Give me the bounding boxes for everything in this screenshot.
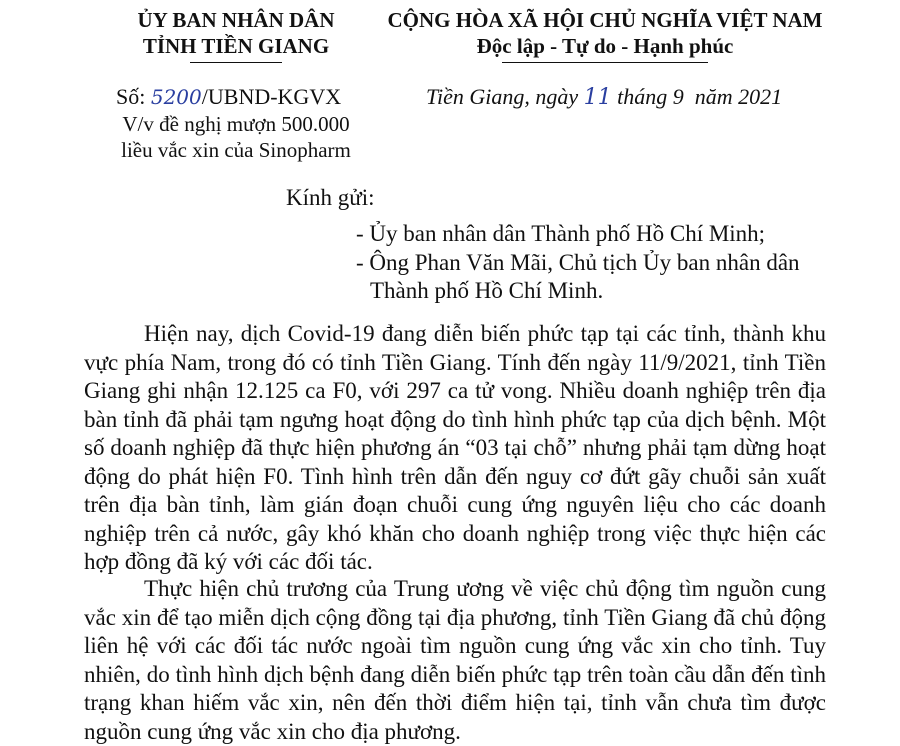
subject-line2: liều vắc xin của Sinopharm: [121, 138, 351, 162]
nation-title: CỘNG HÒA XÃ HỘI CHỦ NGHĨA VIỆT NAM: [387, 8, 823, 32]
paragraph-line: nhiên, do tình hình dịch bệnh đang diễn biến phức tạp trên toàn cầu dẫn đến tình: [84, 661, 826, 687]
document-number-prefix: Số:: [116, 84, 146, 109]
document-number-handwritten: 5200: [150, 85, 202, 109]
paragraph-line: bàn tỉnh đã phải tạm ngưng hoạt động do tình hình phức tạp của dịch bệnh. Một: [84, 406, 826, 432]
date-day-handwritten: 11: [583, 85, 612, 110]
paragraph-line: số doanh nghiệp đã thực hiện phương án “03 tại chỗ” nhưng phải tạm dừng hoạt: [84, 435, 826, 460]
subject-line1: V/v đề nghị mượn 500.000: [122, 112, 350, 136]
recipients-label: Kính gửi:: [286, 185, 375, 210]
paragraph-line: liên hệ với các đối tác nước ngoài tìm nguồn cung ứng vắc xin cho tỉnh. Tuy: [84, 633, 826, 658]
recipient-1: - Ủy ban nhân dân Thành phố Hồ Chí Minh;: [356, 221, 766, 246]
paragraph-line: vắc xin để tạo miễn dịch cộng đồng tại địa phương, tỉnh Tiền Giang đã chủ động: [84, 604, 826, 630]
recipient-2-line2: Thành phố Hồ Chí Minh.: [370, 278, 604, 303]
agency-underline: [190, 62, 282, 63]
agency-name-line2: TỈNH TIỀN GIANG: [142, 34, 330, 58]
date-suffix: tháng 9 năm 2021: [617, 84, 783, 109]
date-prefix: Tiền Giang, ngày: [426, 84, 579, 109]
paragraph-line: Thực hiện chủ trương của Trung ương về việc chủ động tìm nguồn cung: [144, 576, 826, 601]
paragraph-line: trạng khan hiếm vắc xin, nên đến thời điểm hiện tại, tỉnh vẫn chưa tìm được: [84, 690, 826, 715]
nation-motto: Độc lập - Tự do - Hạnh phúc: [476, 34, 734, 58]
paragraph-line: hợp đồng đã ký với các đối tác.: [84, 549, 373, 574]
paragraph-line: trên địa bàn tỉnh, làm gián đoạn chuỗi cung ứng nguyên liệu cho các doanh: [84, 492, 826, 517]
paragraph-line: nguồn cung ứng vắc xin cho địa phương.: [84, 718, 461, 744]
document-date: [426, 84, 782, 110]
paragraph-line: động do phát hiện F0. Tình hình trên dẫn đến nguy cơ đứt gãy chuỗi sản xuất: [84, 463, 826, 489]
paragraph-line: Giang ghi nhận 12.125 ca F0, với 297 ca tử vong. Nhiều doanh nghiệp trên địa: [84, 378, 826, 403]
paragraph-2: [84, 575, 826, 746]
recipient-2-line1: - Ông Phan Văn Mãi, Chủ tịch Ủy ban nhân dân: [356, 250, 800, 275]
document-number-suffix: /UBND-KGVX: [201, 84, 342, 109]
agency-name-line1: ỦY BAN NHÂN DÂN: [137, 8, 335, 32]
paragraph-line: nghiệp trên cả nước, gây khó khăn cho doanh nghiệp trong việc thực hiện các: [84, 520, 826, 546]
paragraph-line: vực phía Nam, trong đó có tỉnh Tiền Giang. Tính đến ngày 11/9/2021, tỉnh Tiền: [84, 349, 826, 375]
paragraph-1: [84, 320, 826, 577]
motto-underline: [502, 62, 708, 63]
paragraph-line: Hiện nay, dịch Covid-19 đang diễn biến phức tạp tại các tỉnh, thành khu: [144, 321, 826, 346]
document-number: [116, 84, 341, 110]
